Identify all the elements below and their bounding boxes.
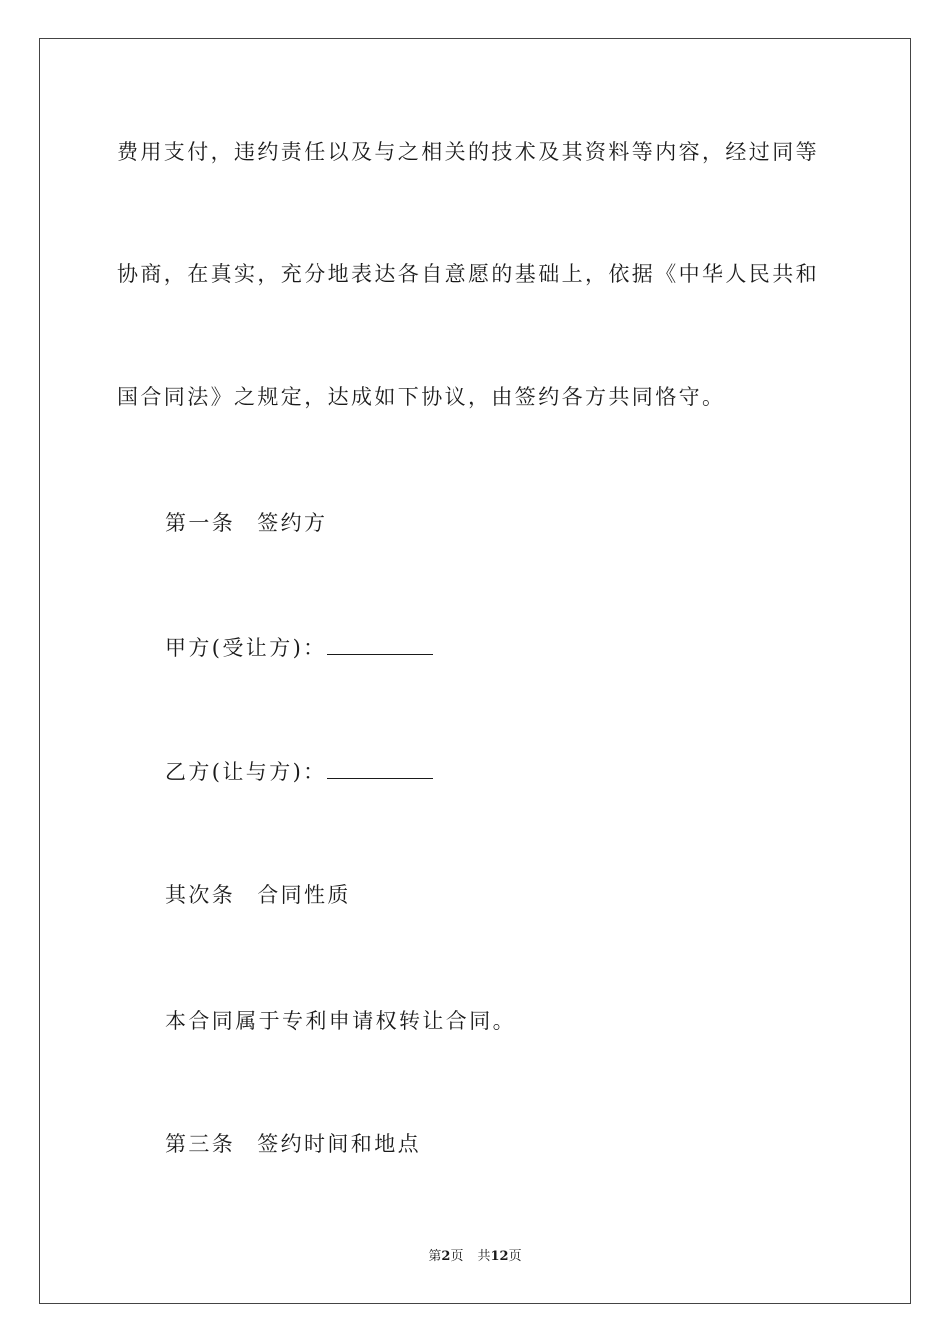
party-b-line xyxy=(165,758,433,786)
article-2-title: 合同性质 xyxy=(257,883,351,907)
paragraph-line-2: 协商，在真实，充分地表达各自意愿的基础上，依据《中华人民共和 xyxy=(117,262,819,286)
article-1-number: 第一条 xyxy=(165,511,236,535)
article-1-title: 签约方 xyxy=(257,511,328,535)
article-3-number: 第三条 xyxy=(165,1132,236,1156)
footer-page-suffix: 页 xyxy=(450,1249,464,1264)
footer-page-current: 2 xyxy=(441,1249,451,1264)
footer-page-total: 12 xyxy=(490,1249,509,1264)
party-a-line xyxy=(165,634,433,662)
page-footer xyxy=(0,1248,950,1266)
article-2-number: 其次条 xyxy=(165,883,236,907)
party-a-label: 甲方(受让方)： xyxy=(165,636,327,660)
article-1-heading xyxy=(165,509,327,537)
party-b-blank xyxy=(327,760,433,779)
article-3-title: 签约时间和地点 xyxy=(257,1132,422,1156)
party-a-blank xyxy=(327,636,433,655)
article-2-heading xyxy=(165,881,351,909)
footer-total-prefix: 共 xyxy=(477,1249,491,1264)
footer-page-prefix: 第 xyxy=(428,1249,442,1264)
party-b-label: 乙方(让与方)： xyxy=(165,760,327,784)
footer-total-suffix: 页 xyxy=(508,1249,522,1264)
article-3-heading xyxy=(165,1130,421,1158)
paragraph-line-1: 费用支付，违约责任以及与之相关的技术及其资料等内容，经过同等 xyxy=(117,140,819,164)
page-border xyxy=(39,38,911,1304)
article-2-text: 本合同属于专利申请权转让合同。 xyxy=(165,1009,516,1033)
paragraph-line-3: 国合同法》之规定，达成如下协议，由签约各方共同恪守。 xyxy=(117,385,726,409)
